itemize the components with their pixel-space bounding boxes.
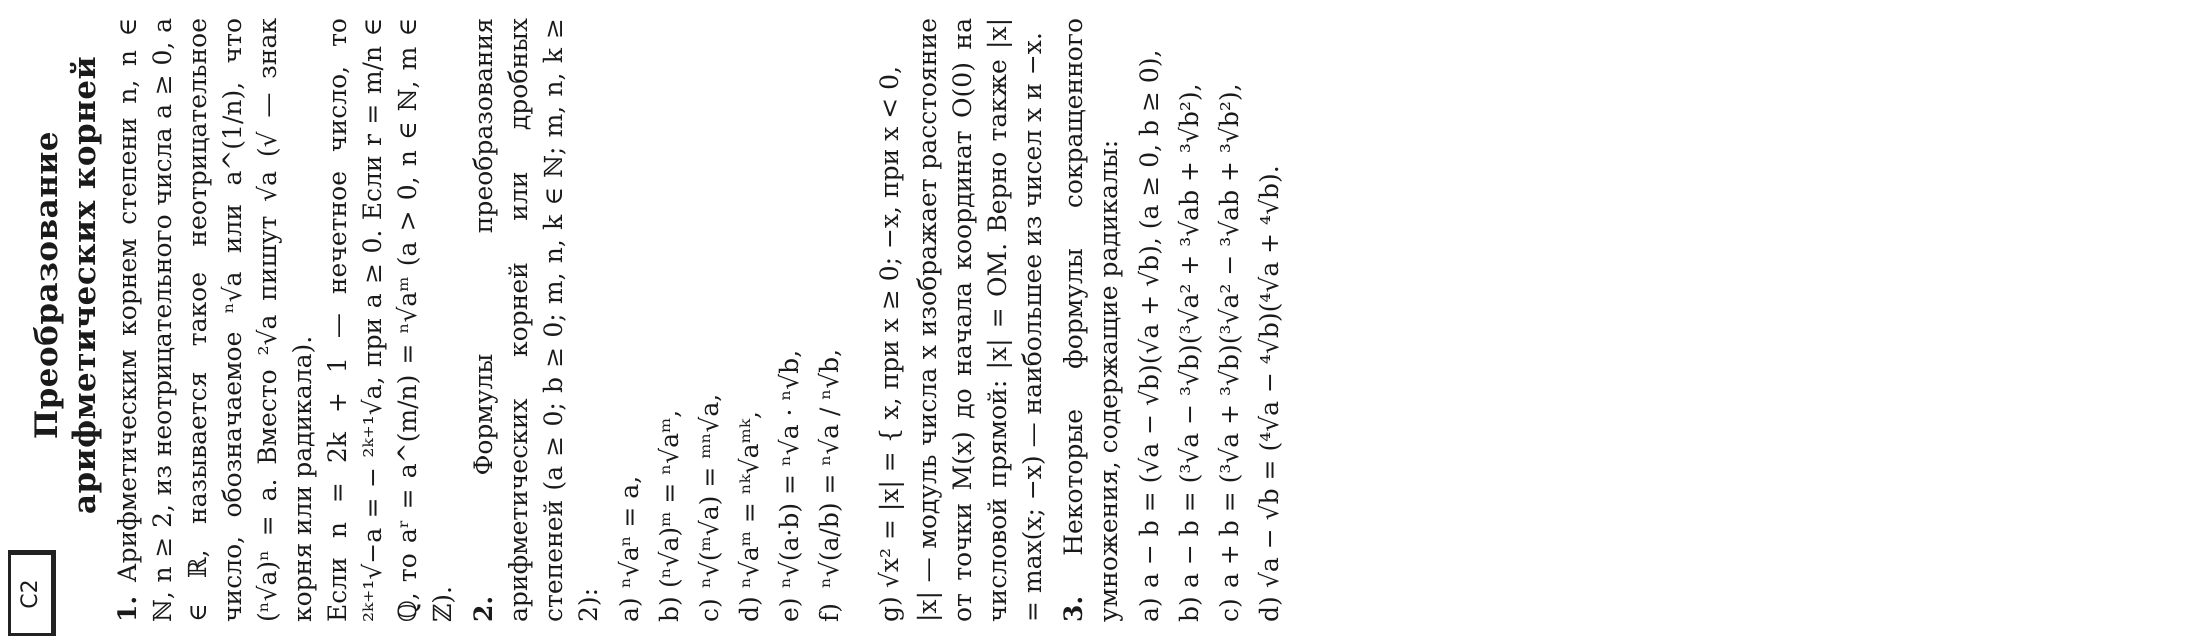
formula-item [690,18,730,622]
title-line-2: арифметических корней [67,55,103,515]
section-2-intro-text: Формулы преобразования арифметических корней или дробных степеней (a ≥ 0; b ≥ 0; m, n, k ∈ ℕ; m, n, k ≥ 2): [469,17,603,622]
formula-text: ⁿ√(a/b) = ⁿ√a / ⁿ√b, [815,348,844,588]
formula-text: a − b = (³√a − ³√b)(³√a² + ³√ab + ³√b²), [1175,83,1204,588]
formula-text: ⁿ√(ᵐ√a) = ᵐⁿ√a, [695,393,724,588]
formula-label: d) [1255,596,1284,622]
section-1-text-1: Арифметическим корнем степени n, n ∈ ℕ, n ≥ 2, из неотрицательного числа a ≥ 0, a ∈ ℝ, называется такое неотрицательное число, обозначаемое ⁿ√a или a^(1/n), что (ⁿ√a)ⁿ = a. Вместо ²√a пишут √a (√ — знак корня или радикала). [113,18,317,622]
formula-text: (ⁿ√a)ᵐ = ⁿ√aᵐ, [655,409,684,588]
formula-item [610,18,650,622]
formula-text: ⁿ√aⁿ = a, [615,475,644,588]
section-3-number: 3. [1059,595,1088,622]
formula-g-text: √x² = |x| = { x, при x ≥ 0; −x, при x < 0, [875,65,904,588]
formula-text: ⁿ√aᵐ = ⁿᵏ√aᵐᵏ, [735,411,764,588]
section-1 [110,18,460,622]
formula-item [1130,18,1170,622]
formula-label: a) [615,597,644,622]
section-2 [466,18,1050,622]
formula-item [1250,18,1290,622]
formula-label: b) [1175,596,1204,622]
formula-text: a − b = (√a − √b)(√a + √b), (a ≥ 0, b ≥ 0), [1135,49,1164,588]
formula-g [870,18,910,622]
section-2-formula-list [610,18,850,622]
section-2-number: 2. [469,595,498,622]
formula-label: g) [875,596,904,622]
page-title [28,18,104,552]
formula-text: ⁿ√(a·b) = ⁿ√a · ⁿ√b, [775,349,804,588]
formula-item [1170,18,1210,622]
formula-label: d) [735,596,764,622]
formula-label: c) [695,598,724,622]
section-badge: C2 [8,550,56,636]
section-3-intro [1056,18,1126,622]
formula-label: c) [1215,598,1244,622]
formula-label: b) [655,596,684,622]
formula-item [730,18,770,622]
formula-item [1210,18,1250,622]
abs-value-description: |x| — модуль числа x изображает расстояние от точки M(x) до начала координат O(0) на числовой прямой: |x| = OM. Верно также |x| = max(x; −x) — наибольшее из чисел x и −x. [913,18,1047,622]
section-1-number: 1. [113,595,142,622]
formula-item [810,18,850,622]
formula-text: √a − √b = (⁴√a − ⁴√b)(⁴√a + ⁴√b). [1255,165,1284,588]
section-2-intro [466,18,606,622]
formula-text: a + b = (³√a + ³√b)(³√a² − ³√ab + ³√b²), [1215,83,1244,588]
section-1-paragraph-1 [110,18,320,622]
section-1-paragraph-2: Если n = 2k + 1 — нечетное число, то ²ᵏ⁺¹√−a = − ²ᵏ⁺¹√a, при a ≥ 0. Если r = m/n ∈ ℚ, то aʳ = a^(m/n) = ⁿ√aᵐ (a > 0, n ∈ ℕ, m ∈ ℤ). [323,18,457,622]
title-line-1: Преобразование [29,130,65,440]
formula-item [770,18,810,622]
section-3 [1056,18,1290,622]
document-page [18,18,1290,622]
formula-label: f) [815,602,844,622]
formula-item [650,18,690,622]
formula-label: e) [775,597,804,622]
section-3-formula-list [1130,18,1290,622]
formula-label: a) [1135,597,1164,622]
section-3-intro-text: Некоторые формулы сокращенного умножения, содержащие радикалы: [1059,18,1123,622]
